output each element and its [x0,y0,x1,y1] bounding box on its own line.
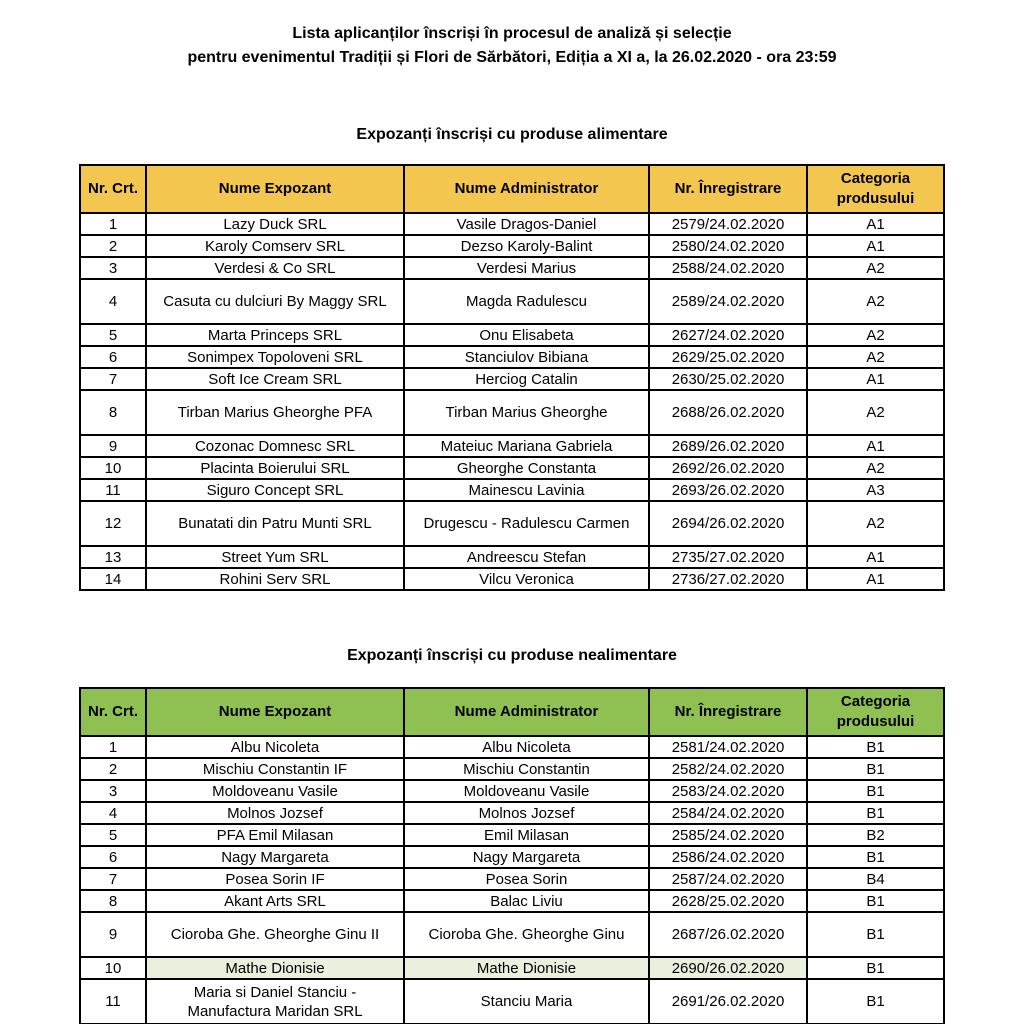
table-cell: 2691/26.02.2020 [649,979,807,1024]
table-cell: Andreescu Stefan [404,546,649,568]
table-row [80,457,944,479]
table-cell: Herciog Catalin [404,368,649,390]
table-cell: 13 [80,546,146,568]
table-cell: 2584/24.02.2020 [649,802,807,824]
table-cell: Verdesi Marius [404,257,649,279]
table-row [80,435,944,457]
table-cell: B1 [807,890,944,912]
food-exhibitors-table [79,164,945,591]
table-row [80,501,944,546]
table-cell: A1 [807,546,944,568]
table-row [80,979,944,1024]
table-cell: Mateiuc Mariana Gabriela [404,435,649,457]
table-row [80,368,944,390]
table-cell: 2630/25.02.2020 [649,368,807,390]
table-cell: Sonimpex Topoloveni SRL [146,346,404,368]
table-cell: 12 [80,501,146,546]
table-row [80,568,944,590]
table-cell: 7 [80,868,146,890]
table-cell: Albu Nicoleta [404,736,649,758]
table-cell: Casuta cu dulciuri By Maggy SRL [146,279,404,324]
table-cell: 11 [80,979,146,1024]
table-cell: Maria si Daniel Stanciu - Manufactura Maridan SRL [146,979,404,1024]
table-cell: Molnos Jozsef [404,802,649,824]
table-cell: 2627/24.02.2020 [649,324,807,346]
header-row [80,165,944,213]
column-header: Nume Administrator [404,165,649,213]
table-cell: A1 [807,368,944,390]
table-cell: 8 [80,890,146,912]
table-cell: Karoly Comserv SRL [146,235,404,257]
column-header: Nr. Înregistrare [649,688,807,736]
page-title [0,22,1024,70]
table-cell: 2628/25.02.2020 [649,890,807,912]
table-cell: 2583/24.02.2020 [649,780,807,802]
table-cell: Cioroba Ghe. Gheorghe Ginu [404,912,649,957]
table-cell: 2693/26.02.2020 [649,479,807,501]
table-cell: Vasile Dragos-Daniel [404,213,649,235]
table-cell: Onu Elisabeta [404,324,649,346]
table-row [80,235,944,257]
table-row [80,802,944,824]
table-cell: Drugescu - Radulescu Carmen [404,501,649,546]
table-cell: Rohini Serv SRL [146,568,404,590]
column-header: Nr. Crt. [80,688,146,736]
table-cell: 2 [80,235,146,257]
section-heading-nonfood: Expozanți înscriși cu produse nealimentare [347,647,677,664]
table-cell: Mischiu Constantin [404,758,649,780]
table-cell: 2687/26.02.2020 [649,912,807,957]
table-cell: 2580/24.02.2020 [649,235,807,257]
table-cell: 2581/24.02.2020 [649,736,807,758]
table-row [80,758,944,780]
table-cell: A1 [807,568,944,590]
table-cell: Tirban Marius Gheorghe PFA [146,390,404,435]
table-cell: 2690/26.02.2020 [649,957,807,979]
table-row [80,846,944,868]
table-cell: 2579/24.02.2020 [649,213,807,235]
table-cell: Dezso Karoly-Balint [404,235,649,257]
table-cell: 5 [80,824,146,846]
table-row [80,890,944,912]
table-cell: Mathe Dionisie [404,957,649,979]
table-row [80,780,944,802]
table-cell: Posea Sorin [404,868,649,890]
column-header: Nume Expozant [146,688,404,736]
table-cell: Mathe Dionisie [146,957,404,979]
nonfood-exhibitors-table [79,687,945,1024]
table-cell: 2735/27.02.2020 [649,546,807,568]
table-cell: A2 [807,346,944,368]
table-cell: 2 [80,758,146,780]
table-cell: A1 [807,435,944,457]
table-cell: 6 [80,846,146,868]
column-header: Nume Expozant [146,165,404,213]
column-header: Categoria produsului [807,165,944,213]
column-header: Nr. Înregistrare [649,165,807,213]
table-cell: Street Yum SRL [146,546,404,568]
table-row [80,957,944,979]
table-cell: Cioroba Ghe. Gheorghe Ginu II [146,912,404,957]
table-cell: B4 [807,868,944,890]
table-cell: 2586/24.02.2020 [649,846,807,868]
table-cell: B1 [807,957,944,979]
table-cell: B1 [807,736,944,758]
table-cell: Stanciu Maria [404,979,649,1024]
table-cell: 2688/26.02.2020 [649,390,807,435]
table-cell: 8 [80,390,146,435]
table-cell: 1 [80,213,146,235]
table-cell: Siguro Concept SRL [146,479,404,501]
table-row [80,546,944,568]
table-cell: 3 [80,780,146,802]
table-cell: 10 [80,957,146,979]
table-cell: B1 [807,979,944,1024]
table-cell: 14 [80,568,146,590]
table-cell: 9 [80,435,146,457]
column-header: Nr. Crt. [80,165,146,213]
table-cell: Soft Ice Cream SRL [146,368,404,390]
table-cell: Molnos Jozsef [146,802,404,824]
table-cell: 5 [80,324,146,346]
table-row [80,279,944,324]
table-cell: 2694/26.02.2020 [649,501,807,546]
table-cell: A2 [807,324,944,346]
table-cell: A1 [807,213,944,235]
table-row [80,824,944,846]
table-cell: Moldoveanu Vasile [404,780,649,802]
column-header: Nume Administrator [404,688,649,736]
table-cell: 4 [80,279,146,324]
table-cell: Lazy Duck SRL [146,213,404,235]
table-cell: 1 [80,736,146,758]
table-cell: 2689/26.02.2020 [649,435,807,457]
table-row [80,346,944,368]
table-cell: 10 [80,457,146,479]
table-cell: Posea Sorin IF [146,868,404,890]
table-cell: B2 [807,824,944,846]
table-cell: Cozonac Domnesc SRL [146,435,404,457]
table-row [80,324,944,346]
table-cell: Mischiu Constantin IF [146,758,404,780]
table-row [80,736,944,758]
table-cell: Nagy Margareta [146,846,404,868]
table-cell: B1 [807,912,944,957]
table-cell: 11 [80,479,146,501]
table-row [80,257,944,279]
table-cell: Akant Arts SRL [146,890,404,912]
table-cell: 2629/25.02.2020 [649,346,807,368]
table-cell: Mainescu Lavinia [404,479,649,501]
table-cell: 3 [80,257,146,279]
header-row [80,688,944,736]
table-cell: 2692/26.02.2020 [649,457,807,479]
table-cell: 2589/24.02.2020 [649,279,807,324]
table-row [80,868,944,890]
table-cell: Moldoveanu Vasile [146,780,404,802]
table-cell: Balac Liviu [404,890,649,912]
table-cell: A2 [807,279,944,324]
table-cell: 6 [80,346,146,368]
table-cell: 9 [80,912,146,957]
table-row [80,479,944,501]
table-cell: A1 [807,235,944,257]
table-cell: A2 [807,501,944,546]
table-cell: Verdesi & Co SRL [146,257,404,279]
table-cell: A3 [807,479,944,501]
table-cell: A2 [807,457,944,479]
table-cell: 4 [80,802,146,824]
table-cell: Albu Nicoleta [146,736,404,758]
table-cell: B1 [807,758,944,780]
table-cell: Marta Princeps SRL [146,324,404,346]
page-title-line1: Lista aplicanților înscriși în procesul de analiză și selecție [292,25,732,42]
column-header: Categoria produsului [807,688,944,736]
table-cell: Magda Radulescu [404,279,649,324]
table-cell: Nagy Margareta [404,846,649,868]
table-cell: Vilcu Veronica [404,568,649,590]
table-cell: B1 [807,846,944,868]
table-cell: 2582/24.02.2020 [649,758,807,780]
table-cell: 2585/24.02.2020 [649,824,807,846]
table-cell: PFA Emil Milasan [146,824,404,846]
table-cell: Placinta Boierului SRL [146,457,404,479]
table-cell: B1 [807,802,944,824]
page-title-line2: pentru evenimentul Tradiții și Flori de Sărbători, Ediția a XI a, la 26.02.2020 - ora 23:59 [187,49,837,66]
section-heading-food: Expozanți înscriși cu produse alimentare [356,126,668,143]
table-cell: Tirban Marius Gheorghe [404,390,649,435]
table-cell: Bunatati din Patru Munti SRL [146,501,404,546]
table-cell: Gheorghe Constanta [404,457,649,479]
table-cell: B1 [807,780,944,802]
table-row [80,213,944,235]
table-cell: A2 [807,257,944,279]
table-cell: Stanciulov Bibiana [404,346,649,368]
table-cell: 2587/24.02.2020 [649,868,807,890]
table-row [80,390,944,435]
table-cell: Emil Milasan [404,824,649,846]
table-row [80,912,944,957]
table-cell: 7 [80,368,146,390]
table-cell: A2 [807,390,944,435]
table-cell: 2736/27.02.2020 [649,568,807,590]
table-cell: 2588/24.02.2020 [649,257,807,279]
